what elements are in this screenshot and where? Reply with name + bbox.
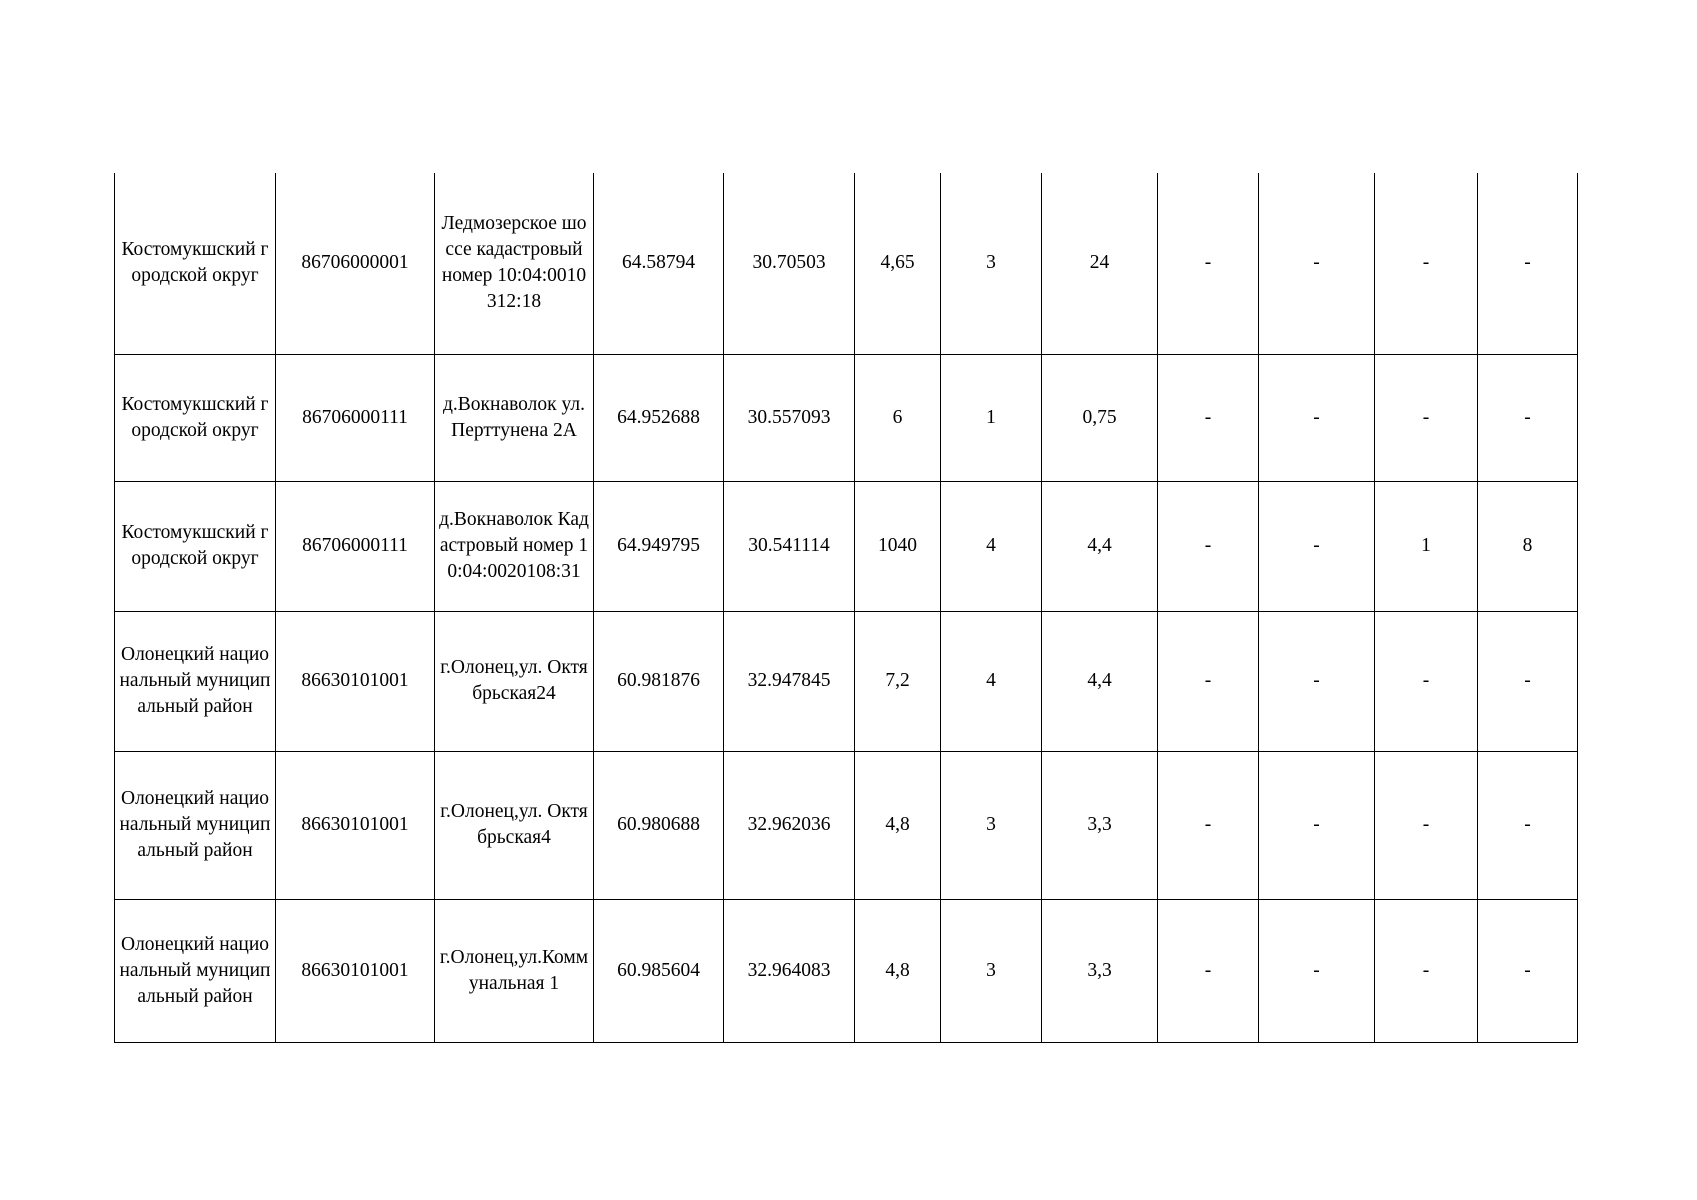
cell-longitude: 30.541114 [724, 481, 855, 611]
table-row [115, 173, 1578, 354]
cell-address: г.Олонец,ул. Октябрьская4 [435, 751, 594, 899]
cell-value-3: 4,4 [1042, 481, 1158, 611]
cell-value-7: 8 [1478, 481, 1578, 611]
cell-address: Ледмозерское шоссе кадастровый номер 10:04:0010312:18 [435, 173, 594, 354]
cell-value-4: - [1158, 173, 1259, 354]
cell-address: д.Вокнаволок ул.Перттунена 2А [435, 354, 594, 481]
cell-value-2: 3 [941, 899, 1042, 1042]
table-row [115, 611, 1578, 751]
cell-oktmo-code: 86630101001 [276, 751, 435, 899]
cell-value-3: 3,3 [1042, 751, 1158, 899]
cell-value-5: - [1259, 173, 1375, 354]
cell-value-2: 3 [941, 751, 1042, 899]
cell-value-6: - [1375, 611, 1478, 751]
cell-address: г.Олонец,ул. Октябрьская24 [435, 611, 594, 751]
cell-longitude: 32.962036 [724, 751, 855, 899]
table-row [115, 354, 1578, 481]
cell-oktmo-code: 86706000001 [276, 173, 435, 354]
cell-oktmo-code: 86706000111 [276, 481, 435, 611]
cell-latitude: 64.949795 [594, 481, 724, 611]
cell-value-1: 6 [855, 354, 941, 481]
cell-oktmo-code: 86630101001 [276, 899, 435, 1042]
cell-value-2: 4 [941, 481, 1042, 611]
cell-oktmo-code: 86630101001 [276, 611, 435, 751]
cell-value-3: 4,4 [1042, 611, 1158, 751]
cell-value-7: - [1478, 751, 1578, 899]
cell-value-2: 3 [941, 173, 1042, 354]
cell-value-5: - [1259, 354, 1375, 481]
data-table-container [114, 173, 1578, 1043]
cell-value-6: 1 [1375, 481, 1478, 611]
cell-value-1: 1040 [855, 481, 941, 611]
cell-value-1: 4,8 [855, 751, 941, 899]
cell-value-2: 1 [941, 354, 1042, 481]
table-row [115, 899, 1578, 1042]
cell-oktmo-code: 86706000111 [276, 354, 435, 481]
cell-value-3: 0,75 [1042, 354, 1158, 481]
cell-latitude: 60.985604 [594, 899, 724, 1042]
cell-latitude: 64.58794 [594, 173, 724, 354]
cell-latitude: 60.981876 [594, 611, 724, 751]
cell-address: г.Олонец,ул.Коммунальная 1 [435, 899, 594, 1042]
cell-value-7: - [1478, 173, 1578, 354]
cell-value-1: 4,8 [855, 899, 941, 1042]
cell-value-6: - [1375, 899, 1478, 1042]
cell-value-3: 24 [1042, 173, 1158, 354]
cell-value-4: - [1158, 354, 1259, 481]
cell-value-7: - [1478, 611, 1578, 751]
cell-value-5: - [1259, 751, 1375, 899]
cell-municipality: Олонецкий национальный муниципальный район [115, 899, 276, 1042]
cell-latitude: 64.952688 [594, 354, 724, 481]
cell-longitude: 32.947845 [724, 611, 855, 751]
cell-value-6: - [1375, 354, 1478, 481]
cell-value-4: - [1158, 751, 1259, 899]
cell-longitude: 30.70503 [724, 173, 855, 354]
cell-municipality: Олонецкий национальный муниципальный район [115, 611, 276, 751]
cell-municipality: Костомукшский городской округ [115, 173, 276, 354]
cell-value-7: - [1478, 899, 1578, 1042]
table-row [115, 751, 1578, 899]
cell-municipality: Олонецкий национальный муниципальный район [115, 751, 276, 899]
cell-value-1: 7,2 [855, 611, 941, 751]
cell-value-6: - [1375, 173, 1478, 354]
cell-value-2: 4 [941, 611, 1042, 751]
cell-municipality: Костомукшский городской округ [115, 354, 276, 481]
cell-value-7: - [1478, 354, 1578, 481]
cell-value-5: - [1259, 611, 1375, 751]
cell-value-5: - [1259, 899, 1375, 1042]
data-table [114, 173, 1578, 1043]
cell-value-5: - [1259, 481, 1375, 611]
cell-address: д.Вокнаволок Кадастровый номер 10:04:0020108:31 [435, 481, 594, 611]
table-row [115, 481, 1578, 611]
cell-value-3: 3,3 [1042, 899, 1158, 1042]
cell-value-4: - [1158, 481, 1259, 611]
cell-longitude: 32.964083 [724, 899, 855, 1042]
table-body [115, 173, 1578, 1042]
cell-value-6: - [1375, 751, 1478, 899]
cell-value-4: - [1158, 899, 1259, 1042]
cell-value-1: 4,65 [855, 173, 941, 354]
cell-latitude: 60.980688 [594, 751, 724, 899]
cell-longitude: 30.557093 [724, 354, 855, 481]
cell-municipality: Костомукшский городской округ [115, 481, 276, 611]
cell-value-4: - [1158, 611, 1259, 751]
